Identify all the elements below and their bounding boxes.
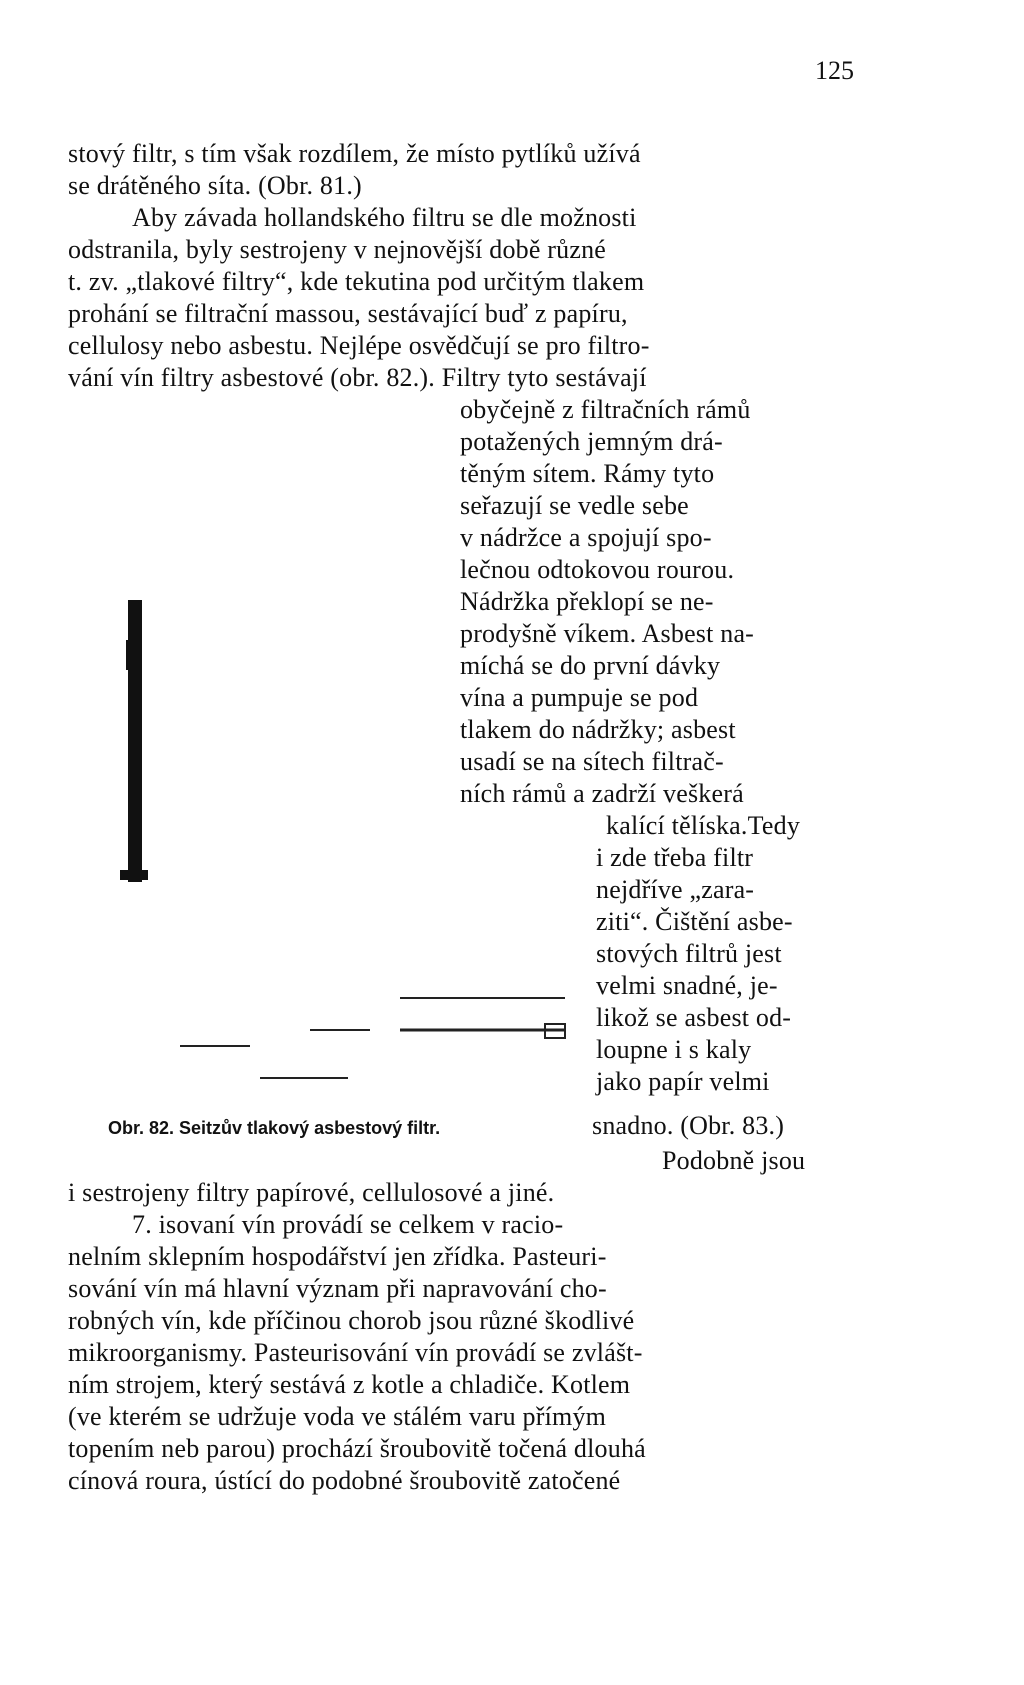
text-line: (ve kterém se udržuje voda ve stálém varu přímým bbox=[68, 1402, 607, 1431]
text-line: nejdříve „zara- bbox=[596, 875, 755, 904]
text-line: 7. isovaní vín provádí se celkem v racio- bbox=[132, 1210, 564, 1239]
text-line: robných vín, kde příčinou chorob jsou různé škodlivé bbox=[68, 1306, 635, 1335]
text-line: likož se asbest od- bbox=[596, 1003, 792, 1032]
text-line: kalící tělíska.Tedy bbox=[606, 811, 801, 840]
text-line: tlakem do nádržky; asbest bbox=[460, 715, 736, 744]
page-number: 125 bbox=[815, 56, 854, 85]
text-line: velmi snadné, je- bbox=[596, 971, 778, 1000]
text-line: mikroorganismy. Pasteurisování vín provádí se zvlášt- bbox=[68, 1338, 643, 1367]
text-line: loupne i s kaly bbox=[596, 1035, 752, 1064]
text-line: lečnou odtokovou rourou. bbox=[460, 555, 735, 584]
text-line: i sestrojeny filtry papírové, cellulosové a jiné. bbox=[68, 1178, 555, 1207]
text-line: prohání se filtrační massou, sestávající buď z papíru, bbox=[68, 299, 628, 328]
text-line: vína a pumpuje se pod bbox=[460, 683, 699, 712]
text-line: jako papír velmi bbox=[596, 1067, 770, 1096]
text-line: v nádržce a spojují spo- bbox=[460, 523, 712, 552]
text-line: obyčejně z filtračních rámů bbox=[460, 395, 751, 424]
text-line: prodyšně víkem. Asbest na- bbox=[460, 619, 755, 648]
text-line: Aby závada hollandského filtru se dle možnosti bbox=[132, 203, 637, 232]
text-line: se drátěného síta. (Obr. 81.) bbox=[68, 171, 362, 200]
text-line: odstranila, byly sestrojeny v nejnovější době různé bbox=[68, 235, 607, 264]
text-line: stových filtrů jest bbox=[596, 939, 782, 968]
text-line: potažených jemným drá- bbox=[460, 427, 723, 456]
text-line: cellulosy nebo asbestu. Nejlépe osvědčují se pro filtro- bbox=[68, 331, 650, 360]
text-line: Nádržka překlopí se ne- bbox=[460, 587, 714, 616]
text-line: ním strojem, který sestává z kotle a chladiče. Kotlem bbox=[68, 1370, 631, 1399]
figure-caption: Obr. 82. Seitzův tlakový asbestový filtr. bbox=[108, 1118, 441, 1138]
text-line: těným sítem. Rámy tyto bbox=[460, 459, 715, 488]
text-line: ziti“. Čištění asbe- bbox=[596, 907, 793, 936]
text-line: i zde třeba filtr bbox=[596, 843, 754, 872]
text-line: míchá se do první dávky bbox=[460, 651, 721, 680]
text-line: stový filtr, s tím však rozdílem, že místo pytlíků užívá bbox=[68, 139, 641, 168]
text-line: vání vín filtry asbestové (obr. 82.). Filtry tyto sestávají bbox=[68, 363, 647, 392]
text-line: sování vín má hlavní význam při napravování cho- bbox=[68, 1274, 607, 1303]
text-line: seřazují se vedle sebe bbox=[460, 491, 689, 520]
text-line: cínová roura, ústící do podobné šroubovitě zatočené bbox=[68, 1466, 621, 1495]
text-line: ních rámů a zadrží veškerá bbox=[460, 779, 744, 808]
text-line: nelním sklepním hospodářství jen zřídka. Pasteuri- bbox=[68, 1242, 607, 1271]
text-line: Podobně jsou bbox=[662, 1146, 806, 1175]
text-line: t. zv. „tlakové filtry“, kde tekutina pod určitým tlakem bbox=[68, 267, 645, 296]
text-line: usadí se na sítech filtrač- bbox=[460, 747, 724, 776]
text-line: snadno. (Obr. 83.) bbox=[592, 1111, 785, 1140]
text-line: topením neb parou) prochází šroubovitě točená dlouhá bbox=[68, 1434, 646, 1463]
